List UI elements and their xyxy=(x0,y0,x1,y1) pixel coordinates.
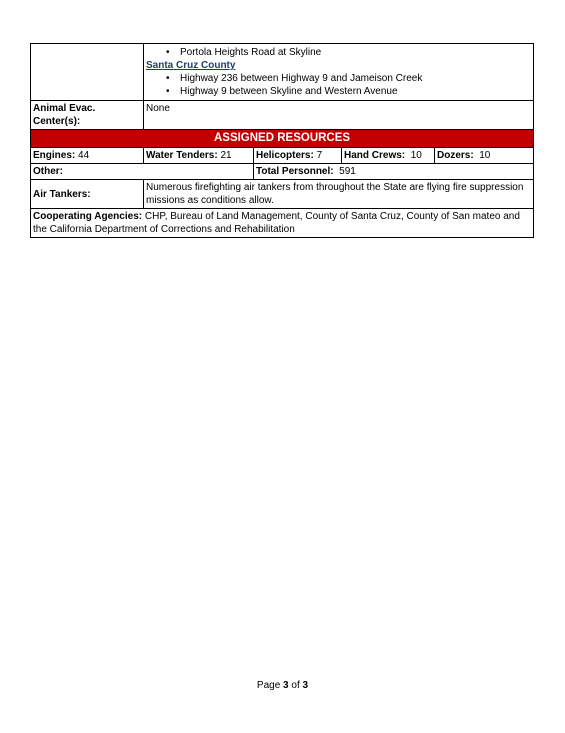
closure-item: • Highway 236 between Highway 9 and Jameison Creek xyxy=(180,72,531,85)
closures-list-county xyxy=(146,72,531,98)
cooperating-row xyxy=(31,209,534,238)
assigned-resources-heading: ASSIGNED RESOURCES xyxy=(31,130,534,148)
closures-row xyxy=(31,44,534,101)
air-tankers-text: Numerous firefighting air tankers from throughout the State are flying fire suppression missions as conditions allow. xyxy=(144,180,534,209)
water-tenders-value: 21 xyxy=(220,150,232,161)
county-heading: Santa Cruz County xyxy=(146,60,236,71)
helicopters-cell: Helicopters: 7 xyxy=(254,148,342,164)
page-total: 3 xyxy=(302,680,309,691)
page-footer: Page 3 of 3 xyxy=(256,680,309,691)
animal-evac-row xyxy=(31,101,534,130)
animal-evac-label: Animal Evac. Center(s): xyxy=(31,101,144,130)
closures-cell xyxy=(144,44,534,101)
other-cell: Other: xyxy=(31,164,254,180)
hand-crews-cell: Hand Crews: 10 xyxy=(342,148,435,164)
water-tenders-cell: Water Tenders: 21 xyxy=(144,148,254,164)
air-tankers-label: Air Tankers: xyxy=(31,180,144,209)
engines-cell: Engines: 44 xyxy=(31,148,144,164)
closure-item: • Portola Heights Road at Skyline xyxy=(180,46,531,59)
helicopters-value: 7 xyxy=(316,150,323,161)
closures-list-first xyxy=(146,46,531,59)
engines-value: 44 xyxy=(78,150,90,161)
other-row xyxy=(31,164,534,180)
closures-label-cell xyxy=(31,44,144,101)
incident-table xyxy=(30,43,534,238)
dozers-cell: Dozers: 10 xyxy=(435,148,534,164)
page-number: 3 xyxy=(283,680,289,691)
air-tankers-row xyxy=(31,180,534,209)
total-personnel-cell: Total Personnel: 591 xyxy=(254,164,534,180)
closure-item: • Highway 9 between Skyline and Western Avenue xyxy=(180,85,531,98)
resources-document xyxy=(30,43,533,238)
resources-row xyxy=(31,148,534,164)
total-personnel-value: 591 xyxy=(339,166,356,177)
cooperating-cell: Cooperating Agencies: CHP, Bureau of Land Management, County of Santa Cruz, County of San mateo and the California Department of Corrections and Rehabilitation xyxy=(31,209,534,238)
assigned-resources-row xyxy=(31,130,534,148)
hand-crews-value: 10 xyxy=(410,150,422,161)
cooperating-text: CHP, Bureau of Land Management, County of Santa Cruz, County of San mateo and the California Department of Corrections and Rehabilitation xyxy=(33,211,520,235)
dozers-value: 10 xyxy=(479,150,491,161)
animal-evac-value: None xyxy=(144,101,534,130)
